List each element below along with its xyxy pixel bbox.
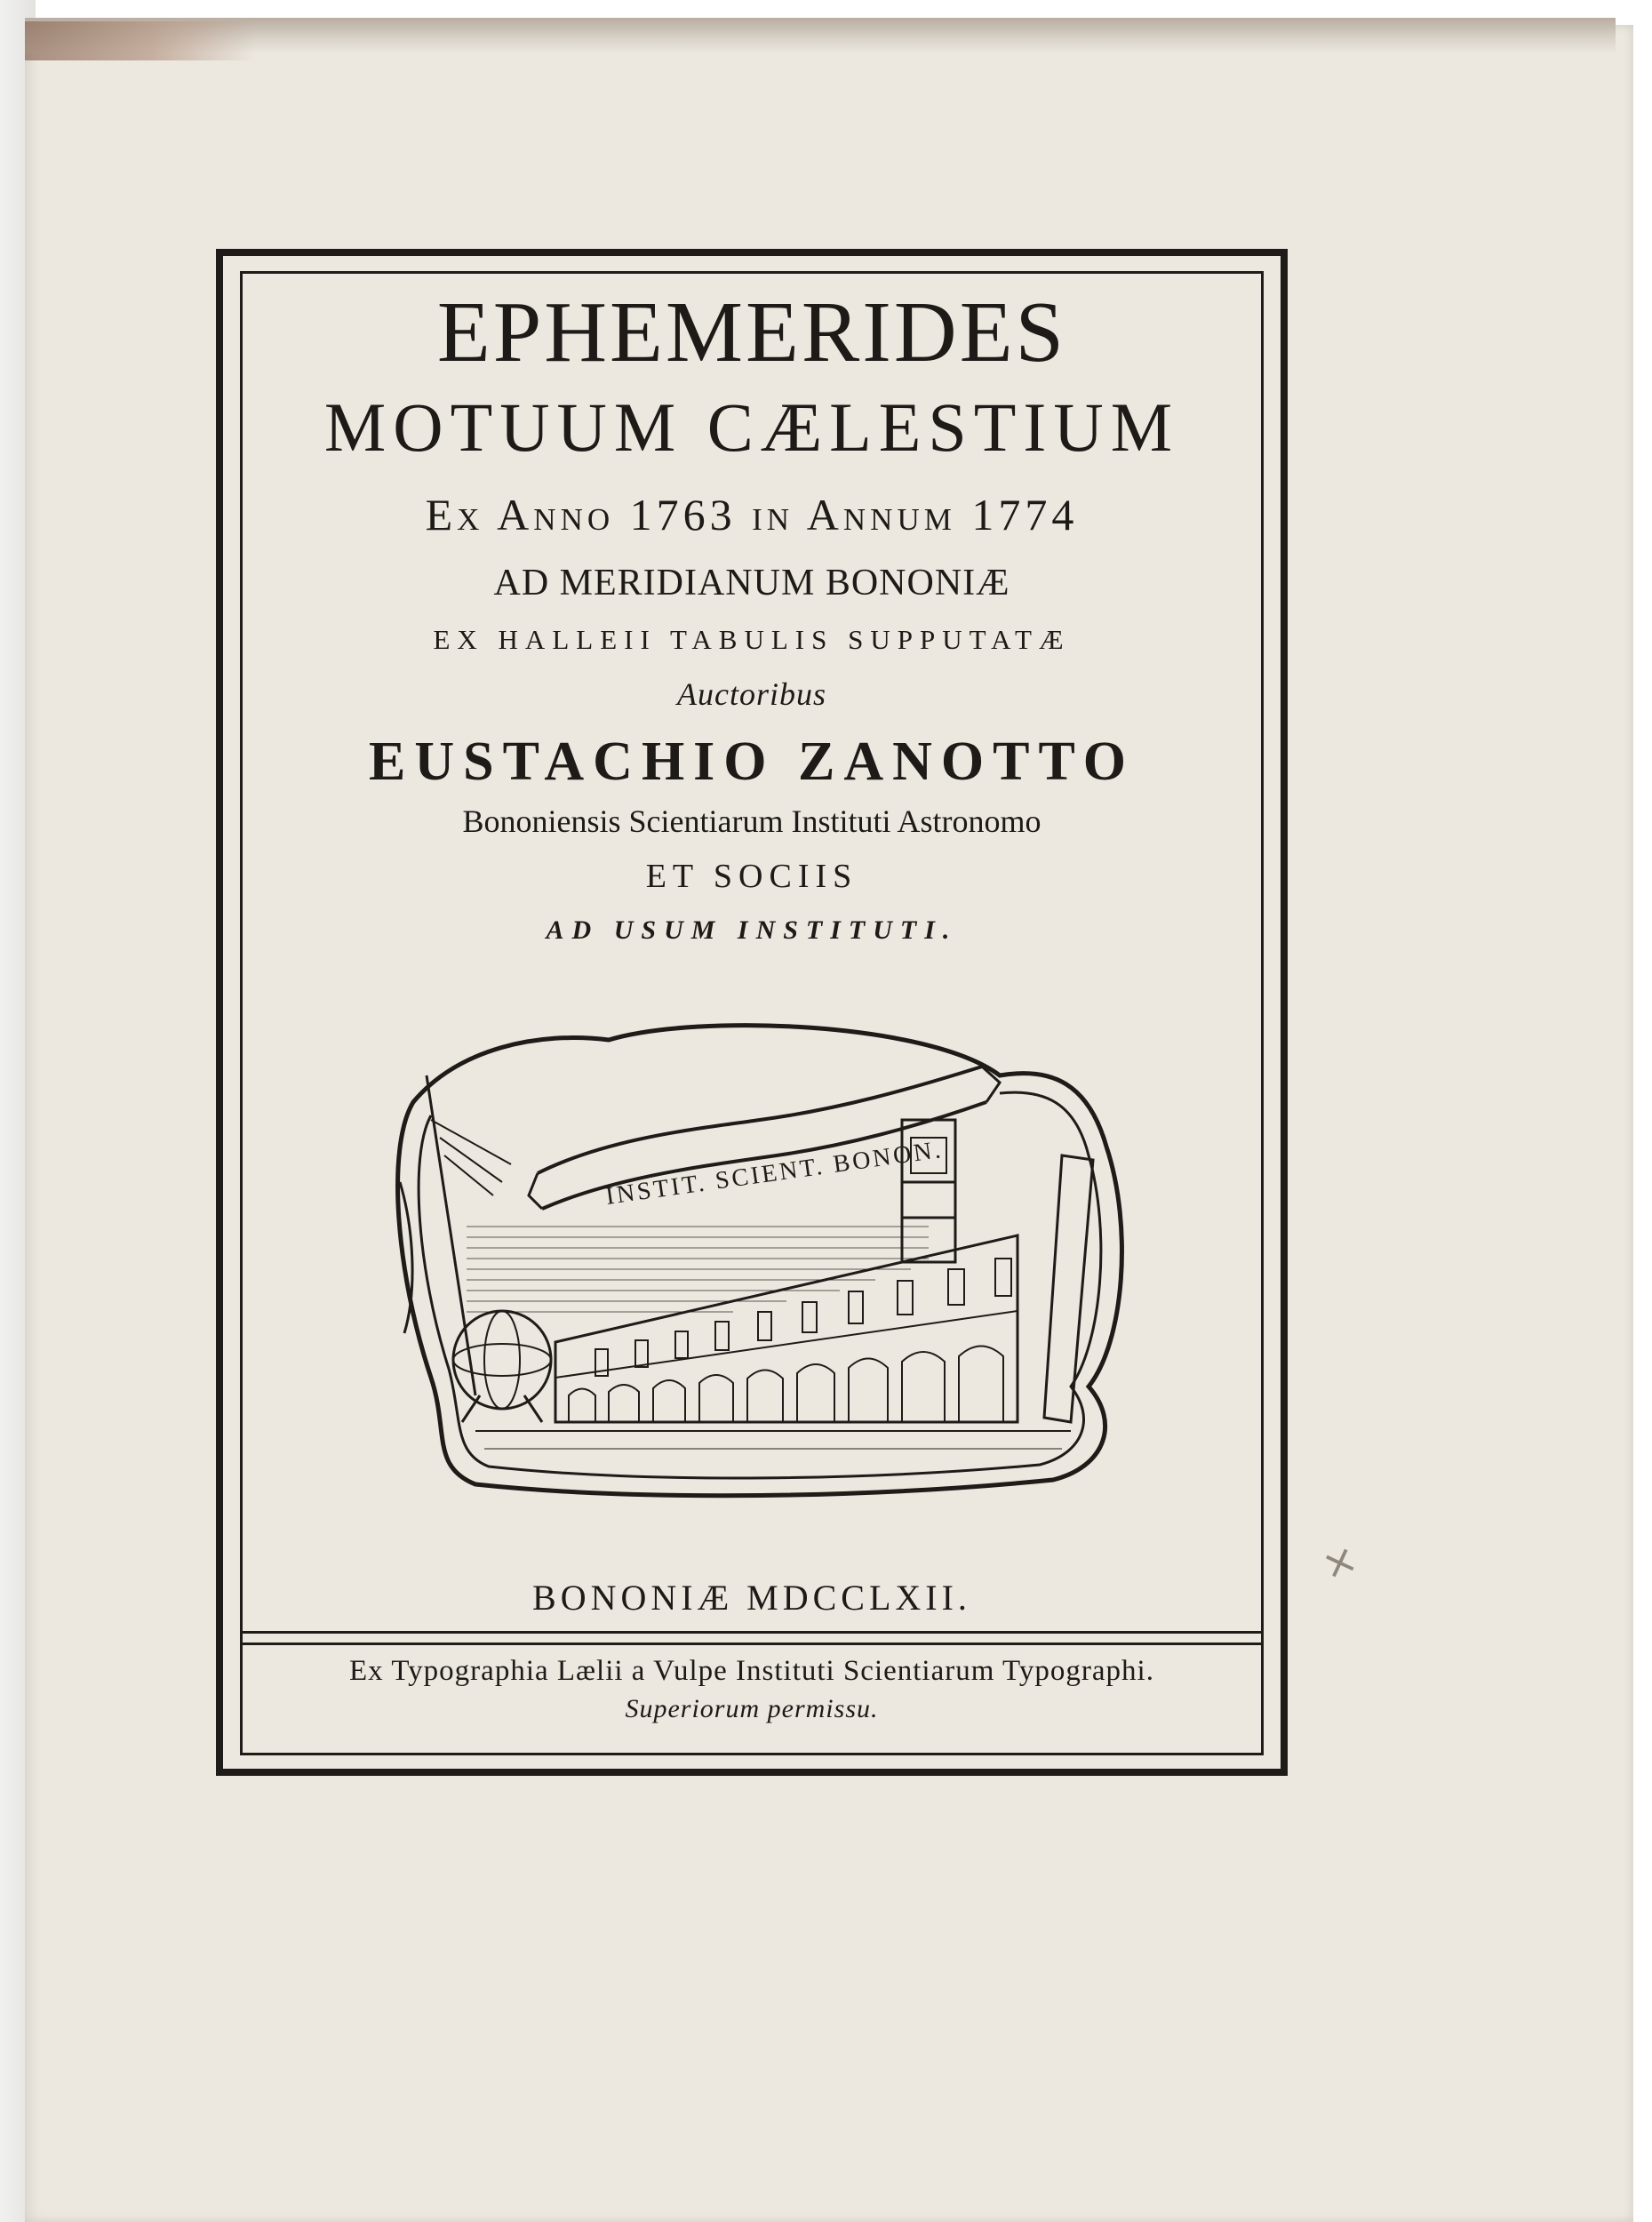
title-meridian: AD MERIDIANUM BONONIÆ [493,563,1010,603]
ad-usum-instituti: AD USUM INSTITUTI. [546,915,958,945]
author-name: EUSTACHIO ZANOTTO [369,731,1135,792]
imprint-rule-bottom [243,1643,1261,1645]
pencil-mark: × [1314,1533,1364,1590]
author-role: Bononiensis Scientiarum Instituti Astronomo [462,803,1041,839]
title-year-range: Ex Anno 1763 in Annum 1774 [425,490,1079,540]
imprint-rule-top [243,1631,1261,1634]
title-motuum-caelestium: MOTUUM CÆLESTIUM [323,388,1180,466]
imprint-printer: Ex Typographia Lælii a Vulpe Instituti Scientiarum Typographi. [349,1655,1154,1687]
imprint-place-date: BONONIÆ MDCCLXII. [532,1578,971,1618]
title-ephemerides: EPHEMERIDES [436,284,1067,380]
title-tables-source: EX HALLEII TABULIS SUPPUTATÆ [433,624,1071,655]
engraving-banner-text: INSTIT. SCIENT. BONON. [603,1135,946,1211]
worn-binding-corner [25,21,256,60]
authors-intro: Auctoribus [677,676,826,712]
page-top-edge [25,18,1616,53]
imprint-permission: Superiorum permissu. [625,1694,879,1723]
et-sociis: ET SOCIIS [645,858,858,895]
institute-building-engraving [378,1004,1142,1502]
